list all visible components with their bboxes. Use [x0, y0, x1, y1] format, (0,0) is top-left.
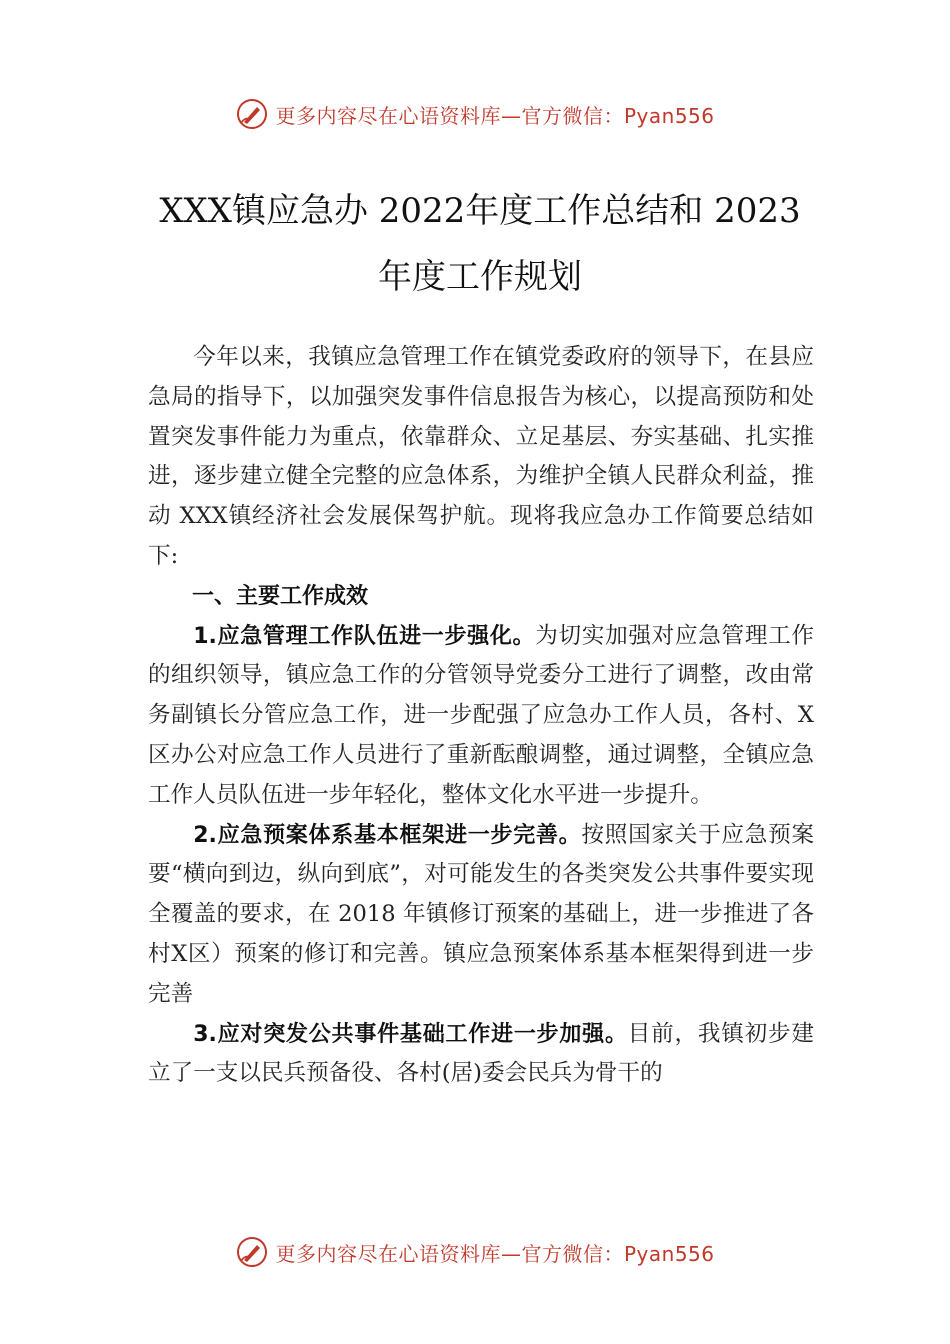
title-line-1: XXX镇应急办 2022年度工作总结和 2023: [159, 191, 801, 231]
watermark-banner-top: [0, 94, 950, 134]
item-lead-3: 3.应对突发公共事件基础工作进一步加强。: [193, 1021, 628, 1047]
watermark-handle: Pyan556: [623, 103, 715, 128]
item-body-2: 按照国家关于应急预案要“横向到边，纵向到底”，对可能发生的各类突发公共事件要实现全覆盖的要求，在 2018 年镇修订预案的基础上，进一步推进了各村X区）预案的修订和完善。镇应急预案体系基本框架得到进一步完善: [148, 821, 815, 1007]
section-heading: 一、主要工作成效: [192, 583, 369, 609]
item-lead-2: 2.应急预案体系基本框架进一步完善。: [193, 822, 582, 848]
title-line-2: 年度工作规划: [378, 257, 582, 297]
pen-emblem-icon: [235, 97, 269, 131]
item-lead-1: 1.应急管理工作队伍进一步强化。: [193, 623, 536, 649]
watermark-text: 更多内容尽在心语资料库—官方微信：Pyan556: [275, 103, 715, 128]
pen-emblem-icon: [235, 1235, 269, 1269]
item-paragraph-1: [148, 617, 814, 816]
intro-paragraph: 今年以来，我镇应急管理工作在镇党委政府的领导下，在县应急局的指导下，以加强突发事件信息报告为核心，以提高预防和处置突发事件能力为重点，依靠群众、立足基层、夯实基础、扎实推进，逐步建立健全完整的应急体系，为维护全镇人民群众利益，推动 XXX镇经济社会发展保驾护航。现将我应急办工作简要总结如下:: [148, 344, 814, 569]
item-body-1: 为切实加强对应急管理工作的组织领导，镇应急工作的分管领导党委分工进行了调整，改由常务副镇长分管应急工作，进一步配强了应急办工作人员，各村、X区办公对应急工作人员进行了重新酝酿调整，通过调整，全镇应急工作人员队伍进一步年轻化，整体文化水平进一步提升。: [148, 622, 814, 808]
document-body: [148, 338, 814, 1094]
document-title: [100, 178, 860, 310]
item-body-3: 目前，我镇初步建立了一支以民兵预备役、各村(居)委会民兵为骨干的: [148, 1020, 815, 1087]
watermark-handle: Pyan556: [623, 1241, 715, 1266]
item-paragraph-2: [148, 816, 814, 1015]
watermark-banner-bottom: [0, 1232, 950, 1272]
item-paragraph-3: [148, 1015, 814, 1095]
watermark-text: 更多内容尽在心语资料库—官方微信：Pyan556: [275, 1241, 715, 1266]
